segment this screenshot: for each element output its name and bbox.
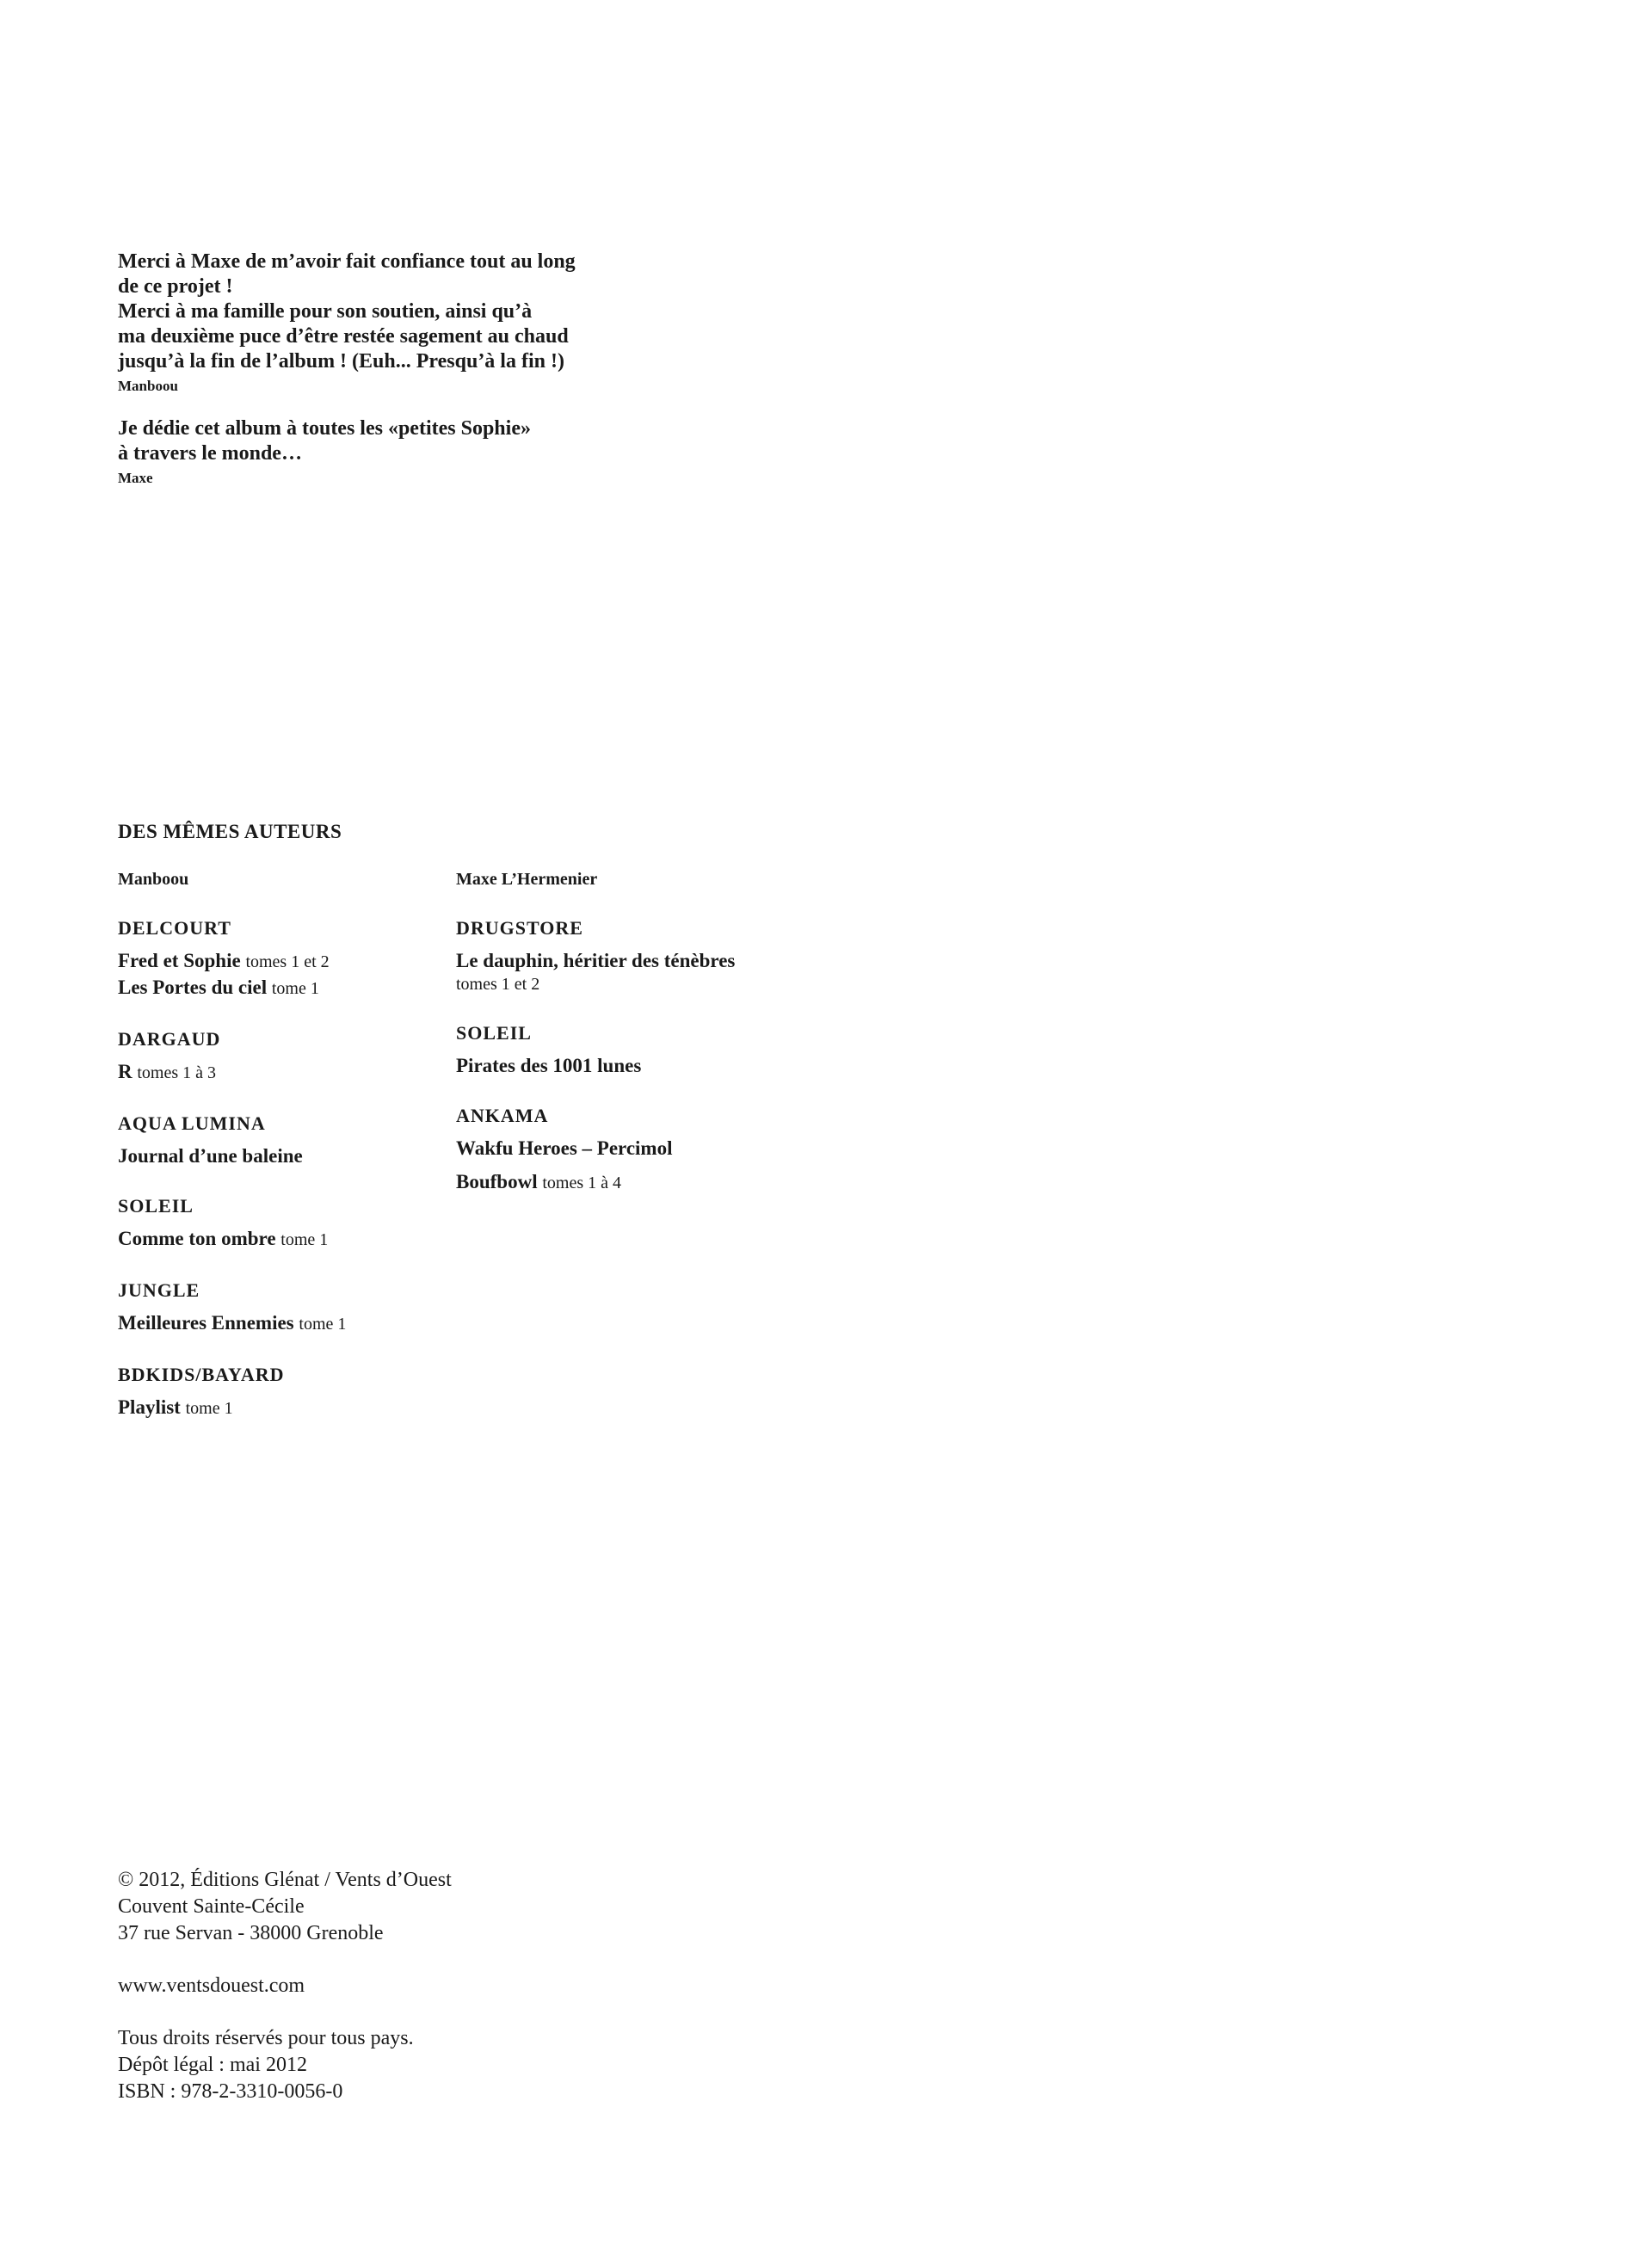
book-entry — [456, 948, 792, 995]
publisher-group — [456, 1021, 792, 1078]
dedication-line: de ce projet ! — [118, 275, 233, 298]
book-title: Fred et Sophie — [118, 950, 241, 971]
book-volumes: tome 1 — [280, 1230, 329, 1249]
dedication-line: ma deuxième puce d’être restée sagement au chaud — [118, 325, 569, 348]
publisher-name: DELCOURT — [118, 917, 231, 939]
book-entry — [118, 1059, 453, 1086]
dedication-line: à travers le monde… — [118, 442, 302, 465]
dedication-line: Merci à ma famille pour son soutien, ainsi qu’à — [118, 300, 533, 323]
book-entry — [456, 1136, 792, 1161]
address-line: 37 rue Servan - 38000 Grenoble — [118, 1922, 384, 1944]
isbn-line: ISBN : 978-2-3310-0056-0 — [118, 2080, 343, 2103]
book-title: Comme ton ombre — [118, 1228, 276, 1249]
publisher-group — [118, 1363, 453, 1421]
dedication — [118, 250, 576, 488]
book-entry — [456, 1169, 792, 1196]
same-authors-section — [118, 820, 892, 1418]
publisher-name: DRUGSTORE — [456, 917, 583, 939]
section-heading: DES MÊMES AUTEURS — [118, 821, 342, 842]
book-volumes: tomes 1 et 2 — [245, 952, 330, 971]
book-volumes: tomes 1 à 4 — [542, 1174, 621, 1192]
publisher-name: BDKIDS/BAYARD — [118, 1364, 285, 1385]
publisher-group — [118, 1027, 453, 1086]
publisher-group — [118, 1278, 453, 1337]
book-title: Les Portes du ciel — [118, 977, 268, 998]
publisher-name: SOLEIL — [456, 1022, 532, 1044]
maxe-bibliography — [456, 868, 792, 1196]
rights-line: Tous droits réservés pour tous pays. — [118, 2027, 414, 2049]
dedication-line: Merci à Maxe de m’avoir fait confiance tout au long — [118, 250, 576, 273]
manboou-bibliography — [118, 868, 453, 1421]
author-name: Maxe L’Hermenier — [456, 870, 598, 889]
publisher-name: SOLEIL — [118, 1195, 194, 1217]
copyright-line: © 2012, Éditions Glénat / Vents d’Ouest — [118, 1869, 452, 1891]
book-title: Boufbowl — [456, 1171, 538, 1192]
publisher-name: AQUA LUMINA — [118, 1112, 266, 1134]
book-volumes: tomes 1 et 2 — [456, 975, 540, 994]
publisher-name: JUNGLE — [118, 1279, 200, 1301]
copyright-block — [118, 1867, 452, 2105]
maxe-dedication-text — [118, 416, 576, 466]
book-entry — [118, 1143, 453, 1168]
book-title: Meilleures Ennemies — [118, 1312, 294, 1334]
legal-deposit-line: Dépôt légal : mai 2012 — [118, 2054, 307, 2076]
book-volumes: tome 1 — [299, 1315, 347, 1334]
manboou-signature: Manboou — [118, 378, 178, 394]
book-entry — [118, 1226, 453, 1253]
book-entry — [456, 1053, 792, 1078]
publisher-group — [118, 1112, 453, 1168]
dedication-line: Je dédie cet album à toutes les «petites Sophie» — [118, 417, 531, 440]
publisher-group — [456, 1104, 792, 1196]
publisher-group — [118, 1194, 453, 1253]
publisher-group — [456, 916, 792, 995]
book-entry — [118, 1310, 453, 1337]
book-entry — [118, 1395, 453, 1421]
website-url: www.ventsdouest.com — [118, 1975, 305, 1997]
book-title: Pirates des 1001 lunes — [456, 1055, 642, 1076]
book-volumes: tome 1 — [271, 979, 319, 998]
publisher-name: DARGAUD — [118, 1028, 221, 1050]
publisher-name: ANKAMA — [456, 1105, 549, 1126]
book-entry — [118, 948, 453, 1001]
manboou-dedication-text — [118, 250, 576, 374]
book-title: Wakfu Heroes – Percimol — [456, 1137, 673, 1159]
book-title: R — [118, 1061, 133, 1082]
book-volumes: tomes 1 à 3 — [137, 1063, 217, 1082]
maxe-signature: Maxe — [118, 470, 153, 486]
book-title: Le dauphin, héritier des ténèbres — [456, 950, 736, 971]
address-line: Couvent Sainte-Cécile — [118, 1895, 305, 1918]
author-name: Manboou — [118, 870, 189, 889]
book-volumes: tome 1 — [185, 1399, 233, 1418]
book-title: Playlist — [118, 1396, 181, 1418]
dedication-line: jusqu’à la fin de l’album ! (Euh... Presqu’à la fin !) — [118, 350, 564, 373]
publisher-group — [118, 916, 453, 1001]
book-title: Journal d’une baleine — [118, 1145, 303, 1167]
